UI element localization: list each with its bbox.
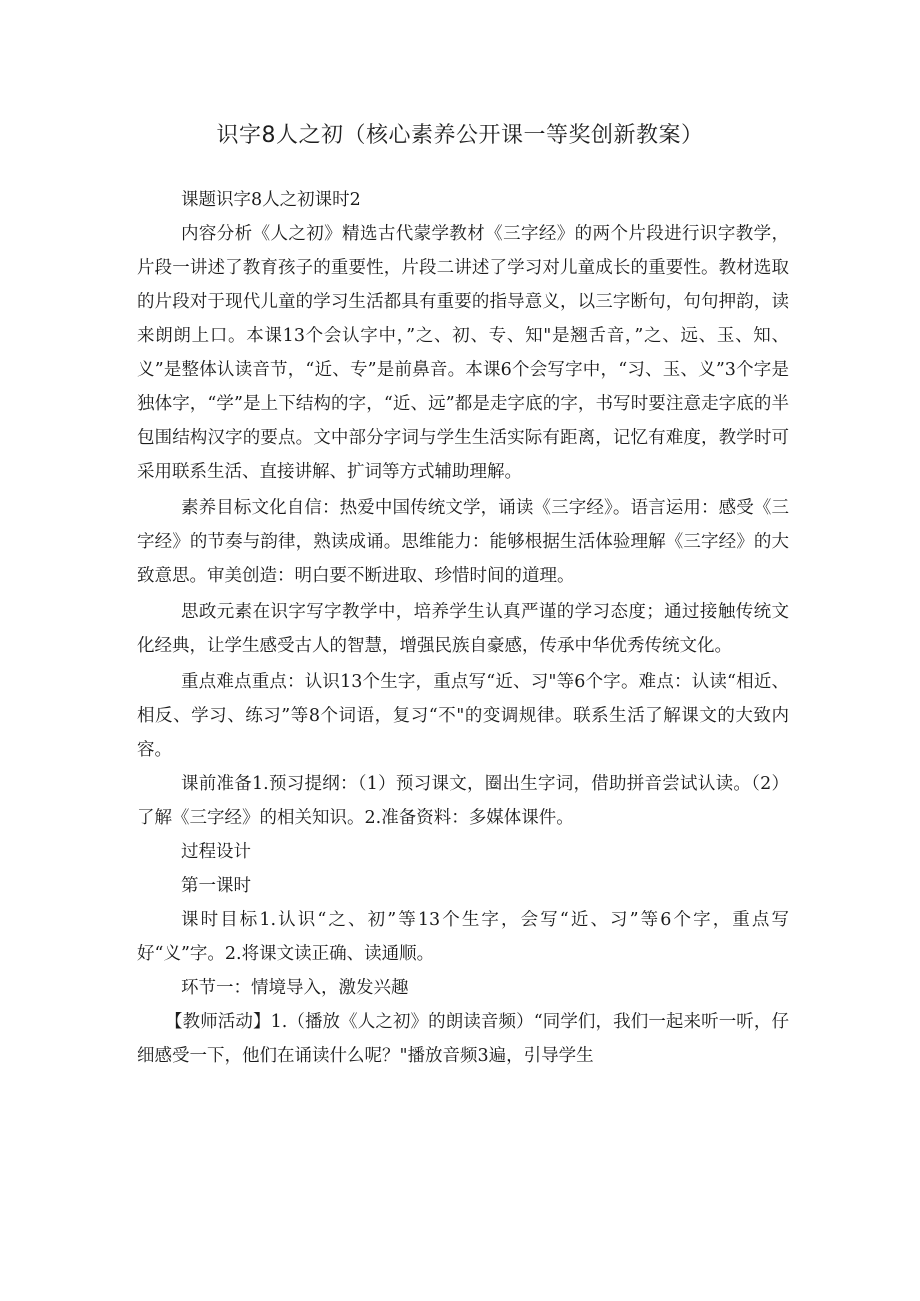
paragraph-teacher-activity: 【教师活动】1.（播放《人之初》的朗读音频）“同学们，我们一起来听一听，仔细感受一下，他们在诵读什么呢？"播放音频3遍，引导学生 [137, 1012, 789, 1066]
paragraph-ideology-elements: 思政元素在识字写字教学中，培养学生认真严谨的学习态度；通过接触传统文化经典，让学生感受古人的智慧，增强民族自豪感，传承中华优秀传统文化。 [137, 602, 789, 656]
paragraph-literacy-goals: 素养目标文化自信：热爱中国传统文学，诵读《三字经》。语言运用：感受《三字经》的节奏与韵律，熟读成诵。思维能力：能够根据生活体验理解《三字经》的大致意思。审美创造：明白要不断进取、珍惜时间的道理。 [137, 498, 789, 586]
paragraph-content-analysis: 内容分析《人之初》精选古代蒙学教材《三字经》的两个片段进行识字教学，片段一讲述了教育孩子的重要性，片段二讲述了学习对儿童成长的重要性。教材选取的片段对于现代儿童的学习生活都具有重要的指导意义，以三字断句，句句押韵，读来朗朗上口。本课13个会认字中，”之、初、专、知"是翘舌音，”之、远、玉、知、义”是整体认读音节，“近、专”是前鼻音。本课6个会写字中，“习、玉、义”3个字是独体字，“学”是上下结构的字，“近、远”都是走字底的字，书写时要注意走字底的半包围结构汉字的要点。文中部分字词与学生生活实际有距离，记忆有难度，教学时可采用联系生活、直接讲解、扩词等方式辅助理解。 [137, 224, 789, 482]
paragraph-lesson-goals: 课时目标1.认识“之、初”等13个生字，会写“近、习”等6个字，重点写好“义”字。2.将课文读正确、读通顺。 [137, 910, 789, 964]
paragraph-lesson-info: 课题识字8人之初课时2 [181, 190, 361, 210]
paragraph-section-one: 环节一：情境导入，激发兴趣 [181, 978, 409, 998]
document-body [137, 183, 789, 1073]
paragraph-process-design: 过程设计 [181, 842, 251, 862]
paragraph-key-difficulties: 重点难点重点：认识13个生字，重点写“近、习"等6个字。难点：认读“相近、相反、学习、练习”等8个词语，复习“不"的变调规律。联系生活了解课文的大致内容。 [137, 672, 789, 760]
paragraph-first-lesson: 第一课时 [181, 876, 251, 896]
document-title: 识字8人之初（核心素养公开课一等奖创新教案） [216, 123, 704, 148]
paragraph-preparation: 课前准备1.预习提纲：（1）预习课文，圈出生字词，借助拼音尝试认读。（2）了解《三字经》的相关知识。2.准备资料：多媒体课件。 [137, 774, 789, 828]
